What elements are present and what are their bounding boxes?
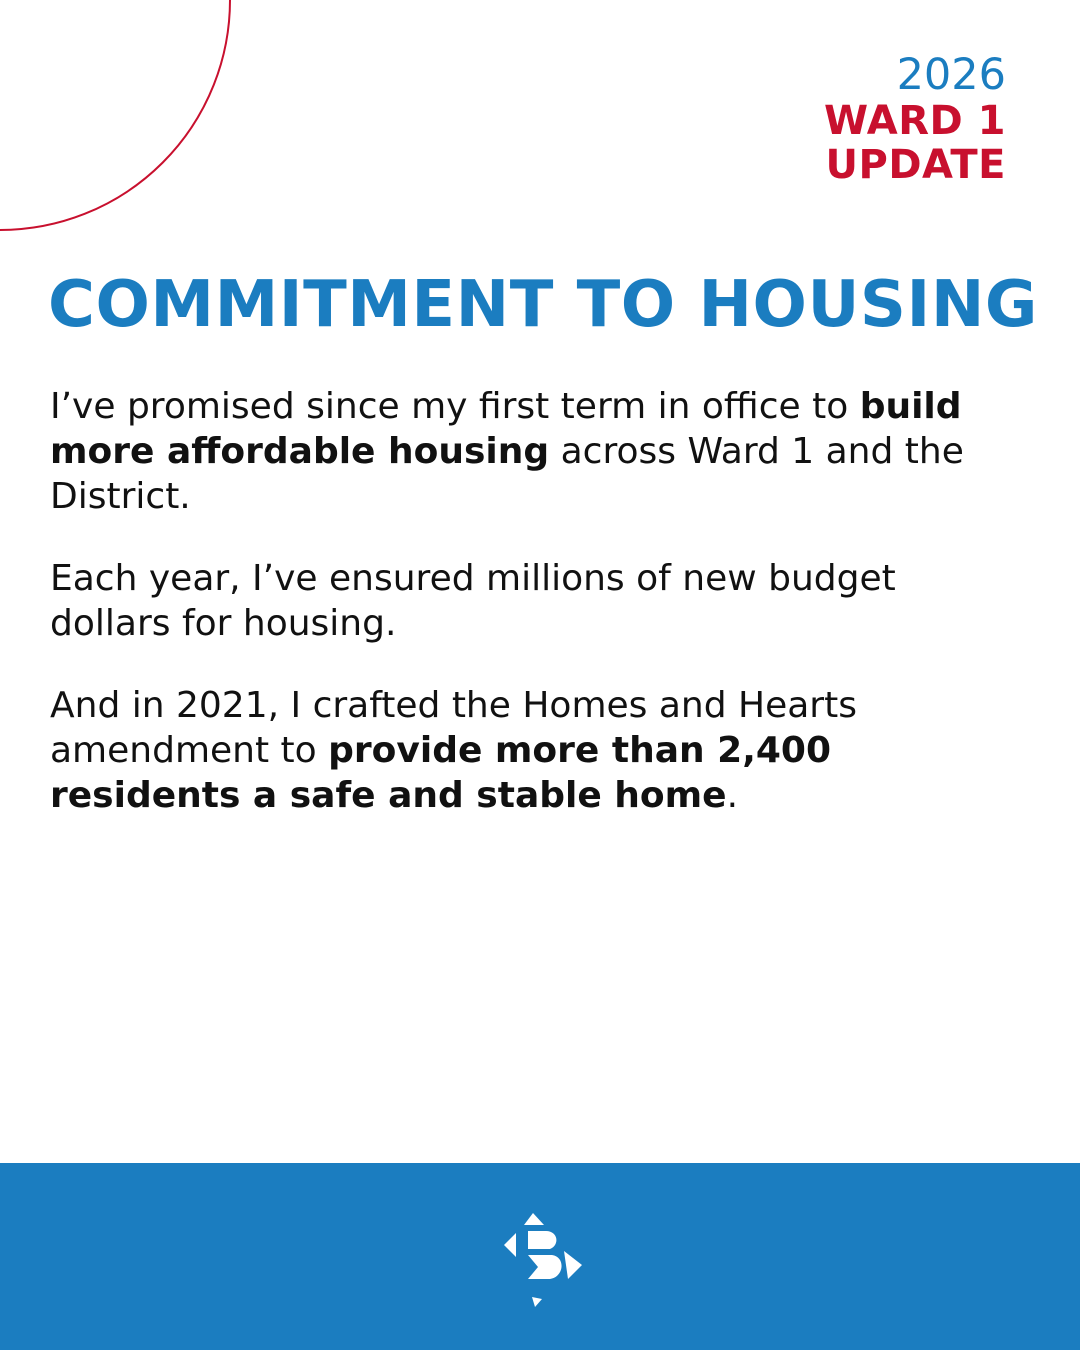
paragraph-budget: Each year, I’ve ensured millions of new budget dollars for housing.: [50, 558, 896, 644]
paragraph-text: across Ward 1 and the District.: [50, 431, 964, 517]
footer-bar: [0, 1163, 1080, 1350]
paragraph-emphasis: build more affordable housing: [50, 386, 962, 472]
badge-year: 2026: [896, 50, 1006, 100]
b-logo-icon: [498, 1211, 584, 1309]
badge-update: UPDATE: [825, 142, 1006, 189]
paragraph-text: .: [726, 775, 739, 816]
paragraph-text: And in 2021, I crafted the Homes and Hearts amendment to: [50, 685, 857, 771]
paragraph-housing-promise: [50, 384, 1010, 519]
paragraph-text: I’ve promised since my first term in office to: [50, 386, 860, 427]
decorative-arc: [0, 0, 240, 240]
ward-update-badge: [824, 52, 1006, 187]
body-text: [50, 384, 1010, 855]
paragraph-homes-and-hearts: [50, 683, 1010, 818]
paragraph-emphasis: provide more than 2,400 residents a safe and stable home: [50, 730, 832, 816]
page-title: COMMITMENT TO HOUSING: [48, 268, 1038, 342]
badge-ward: WARD 1: [823, 98, 1006, 145]
